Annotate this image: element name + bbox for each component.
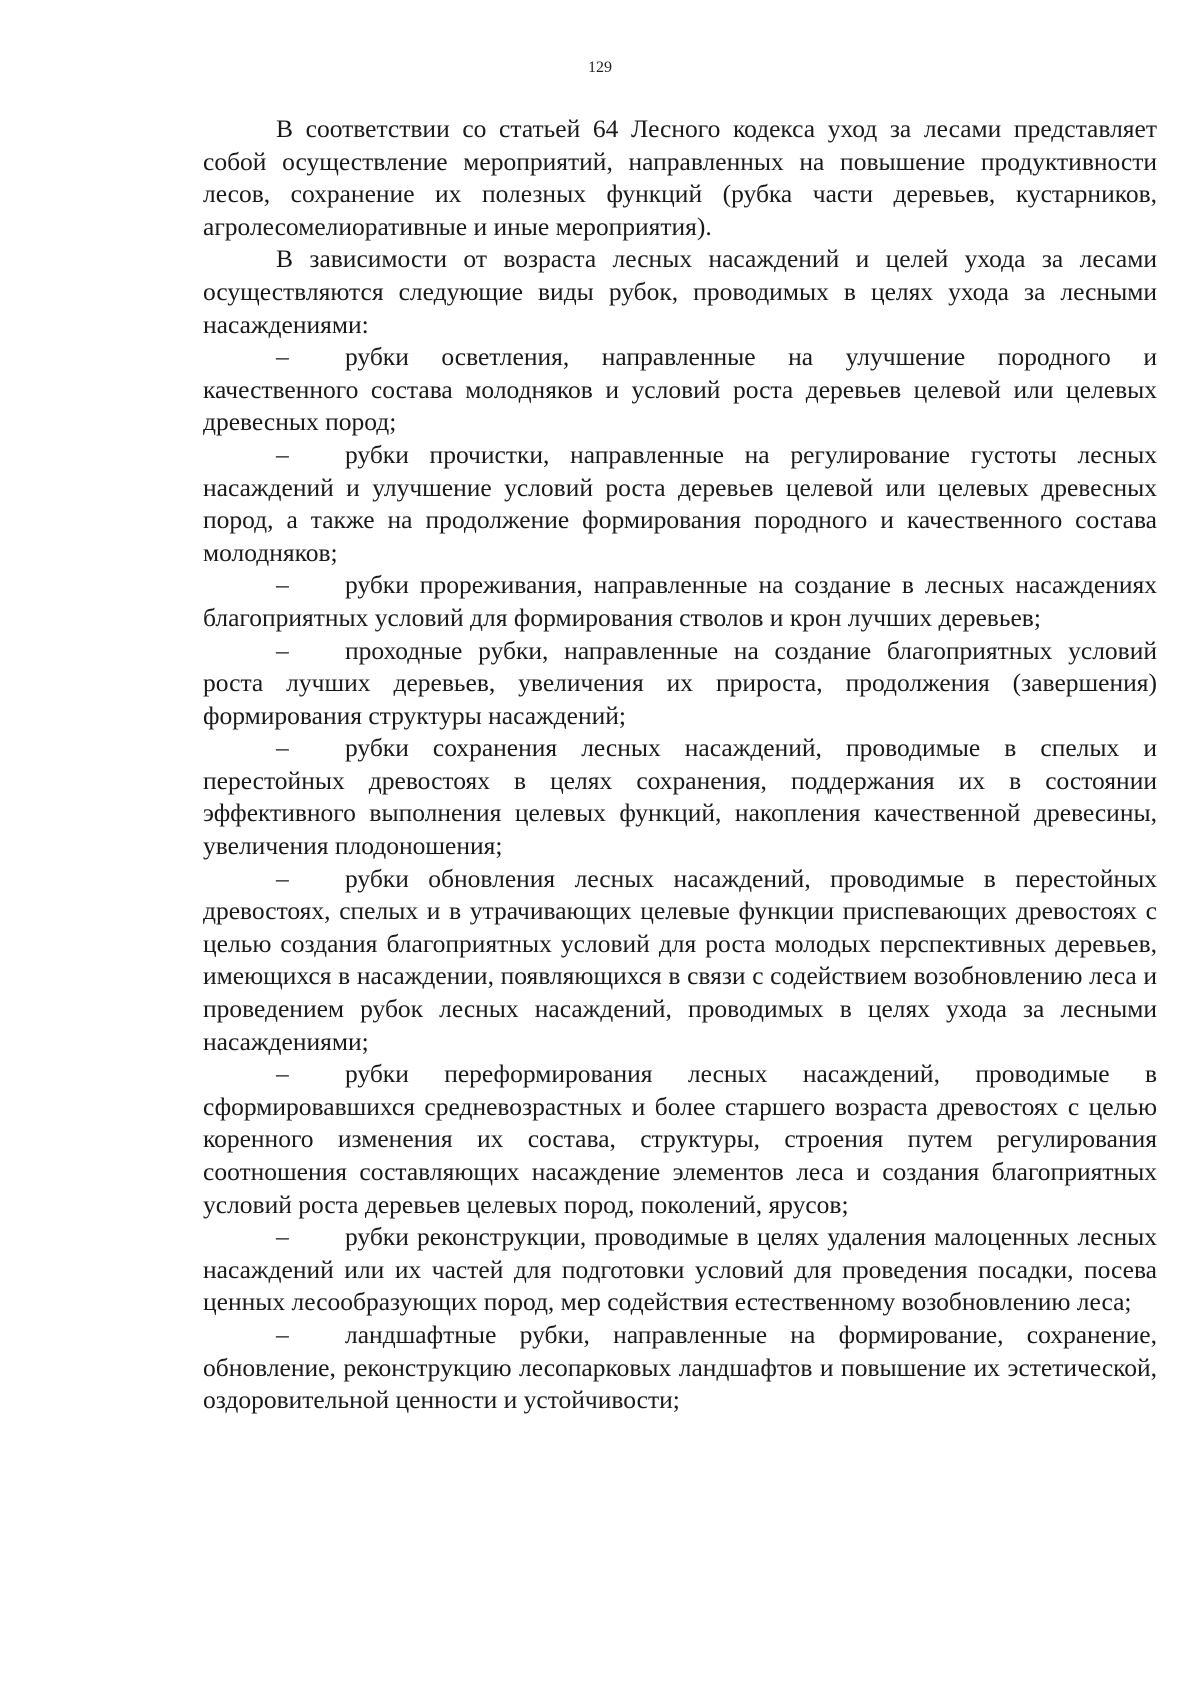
list-dash: – xyxy=(276,439,289,469)
list-item-text: рубки переформирования лесных насаждений, проводимые в сформировавшихся средневозрастных и более старшего возраста древостоях с целью коренного изменения их состава, структуры, строения путем регулирования соотношения составляющих насаждение элементов леса и создания благоприятных условий роста деревьев целевых пород, поколений, ярусов; xyxy=(203,1059,1157,1219)
list-item xyxy=(203,569,1157,634)
list-item xyxy=(203,1319,1157,1417)
list-dash: – xyxy=(276,342,289,372)
logging-types-list xyxy=(203,341,1157,1417)
page-content xyxy=(203,113,1157,1417)
list-dash: – xyxy=(276,570,289,600)
list-dash: – xyxy=(276,635,289,665)
list-item-text: рубки прореживания, направленные на создание в лесных насаждениях благоприятных условий для формирования стволов и крон лучших деревьев; xyxy=(203,570,1157,632)
list-dash: – xyxy=(276,1222,289,1252)
list-item-text: рубки осветления, направленные на улучшение породного и качественного состава молодняков и условий роста деревьев целевой или целевых древесных пород; xyxy=(203,342,1157,437)
list-item-text: рубки сохранения лесных насаждений, проводимые в спелых и перестойных древостоях в целях сохранения, поддержания их в состоянии эффективного выполнения целевых функций, накопления качественной древесины, увеличения плодоношения; xyxy=(203,733,1157,861)
list-item-text: ландшафтные рубки, направленные на формирование, сохранение, обновление, реконструкцию лесопарковых ландшафтов и повышение их эстетической, оздоровительной ценности и устойчивости; xyxy=(203,1319,1157,1415)
list-item-text: рубки обновления лесных насаждений, проводимые в перестойных древостоях, спелых и в утрачивающих целевые функции приспевающих древостоях с целью создания благоприятных условий для роста молодых перспективных деревьев, имеющихся в насаждении, появляющихся в связи с содействием возобновлению леса и проведением рубок лесных насаждений, проводимых в целях ухода за лесными насаждениями; xyxy=(203,863,1157,1056)
list-item xyxy=(203,863,1157,1059)
list-item xyxy=(203,635,1157,733)
list-item-text: рубки реконструкции, проводимые в целях удаления малоценных лесных насаждений или их частей для подготовки условий для проведения посадки, посева ценных лесообразующих пород, мер содействия естественному возобновлению леса; xyxy=(203,1222,1157,1317)
page-number: 129 xyxy=(588,59,612,76)
list-dash: – xyxy=(276,1059,289,1089)
list-dash: – xyxy=(276,1319,289,1349)
list-dash: – xyxy=(276,733,289,763)
list-item xyxy=(203,439,1157,569)
list-item xyxy=(203,732,1157,862)
list-dash: – xyxy=(276,863,289,893)
paragraph-intro: В соответствии со статьей 64 Лесного кодекса уход за лесами представляет собой осуществление мероприятий, направленных на повышение продуктивности лесов, сохранение их полезных функций (рубка части деревьев, кустарников, агролесомелиоративные и иные мероприятия). xyxy=(203,114,1157,241)
list-item-text: рубки прочистки, направленные на регулирование густоты лесных насаждений и улучшение условий роста деревьев целевой или целевых древесных пород, а также на продолжение формирования породного и качественного состава молодняков; xyxy=(203,439,1157,567)
list-item xyxy=(203,1058,1157,1221)
list-item xyxy=(203,341,1157,439)
list-item-text: проходные рубки, направленные на создание благоприятных условий роста лучших деревьев, увеличения их прироста, продолжения (завершения) формирования структуры насаждений; xyxy=(203,635,1157,730)
paragraph-logging-types: В зависимости от возраста лесных насаждений и целей ухода за лесами осуществляются следующие виды рубок, проводимых в целях ухода за лесными насаждениями: xyxy=(203,244,1157,339)
list-item xyxy=(203,1221,1157,1319)
